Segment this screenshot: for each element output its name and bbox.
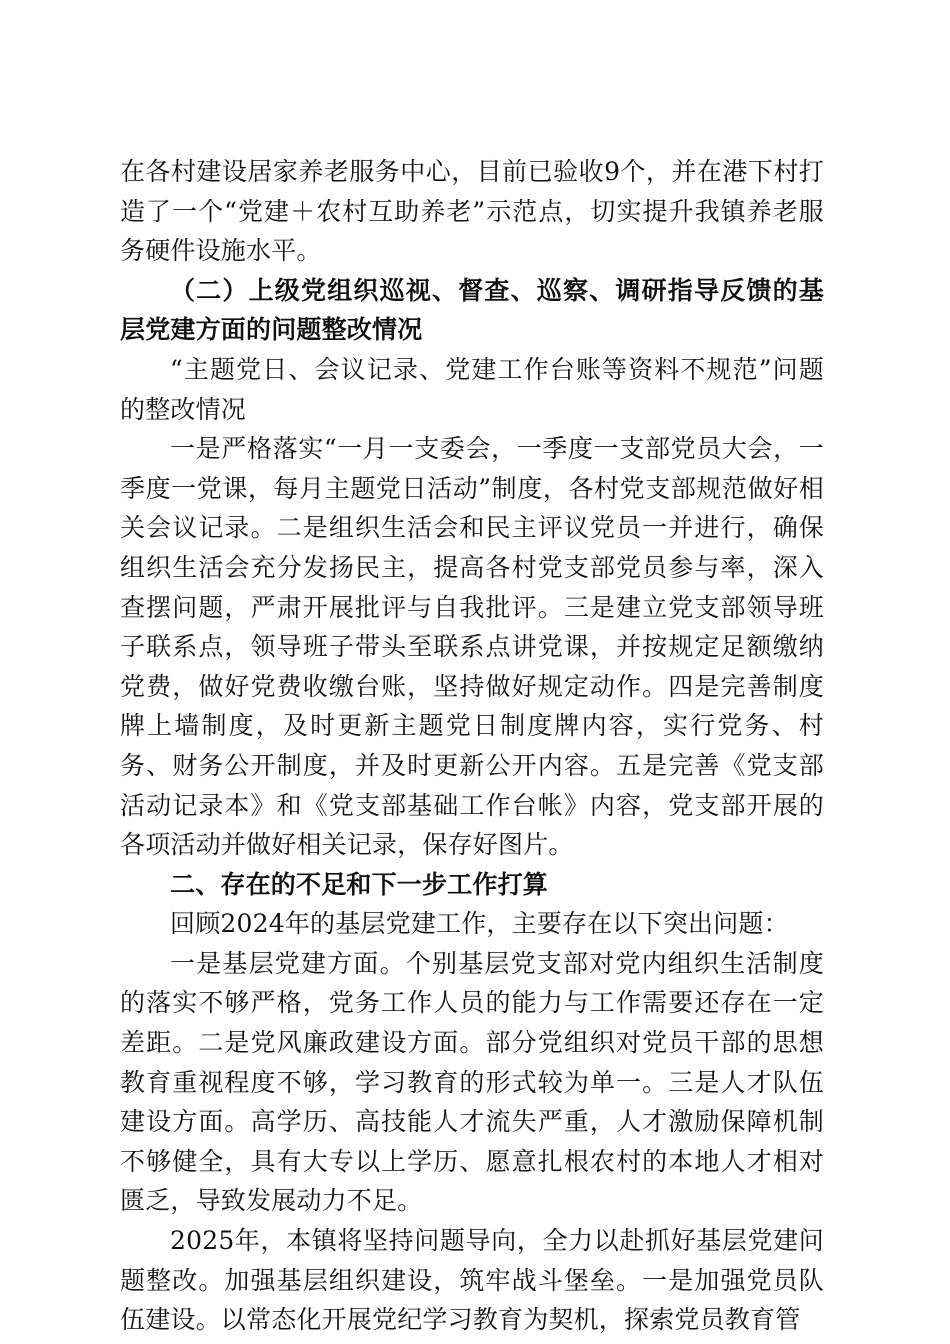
plan-paragraph: 2025年，本镇将坚持问题导向，全力以赴抓好基层党建问题整改。加强基层组织建设，筑牢战斗堡垒。一是加强党员队伍建设。以常态化开展党纪学习教育为契机，探索党员教育管 [120, 1226, 824, 1335]
document-body [120, 152, 824, 1340]
section-heading: 二、存在的不足和下一步工作打算 [170, 869, 549, 899]
issue-title-paragraph: “主题党日、会议记录、党建工作台账等资料不规范”问题的整改情况 [120, 354, 824, 424]
review-intro-paragraph: 回顾2024年的基层党建工作，主要存在以下突出问题： [170, 909, 789, 939]
section-subheading: （二）上级党组织巡视、督查、巡察、调研指导反馈的基层党建方面的问题整改情况 [120, 275, 824, 345]
problems-paragraph: 一是基层党建方面。个别基层党支部对党内组织生活制度的落实不够严格，党务工作人员的能力与工作需要还存在一定差距。二是党风廉政建设方面。部分党组织对党员干部的思想教育重视程度不够，学习教育的形式较为单一。三是人才队伍建设方面。高学历、高技能人才流失严重，人才激励保障机制不够健全，具有大专以上学历、愿意扎根农村的本地人才相对匮乏，导致发展动力不足。 [120, 948, 824, 1216]
rectification-paragraph: 一是严格落实“一月一支委会，一季度一支部党员大会，一季度一党课，每月主题党日活动”制度，各村党支部规范做好相关会议记录。二是组织生活会和民主评议党员一并进行，确保组织生活会充分发扬民主，提高各村党支部党员参与率，深入查摆问题，严肃开展批评与自我批评。三是建立党支部领导班子联系点，领导班子带头至联系点讲党课，并按规定足额缴纳党费，做好党费收缴台账，坚持做好规定动作。四是完善制度牌上墙制度，及时更新主题党日制度牌内容，实行党务、村务、财务公开制度，并及时更新公开内容。五是完善《党支部活动记录本》和《党支部基础工作台帐》内容，党支部开展的各项活动并做好相关记录，保存好图片。 [120, 434, 824, 860]
paragraph-continuation: 在各村建设居家养老服务中心，目前已验收9个，并在港下村打造了一个“党建＋农村互助养老”示范点，切实提升我镇养老服务硬件设施水平。 [120, 157, 824, 266]
